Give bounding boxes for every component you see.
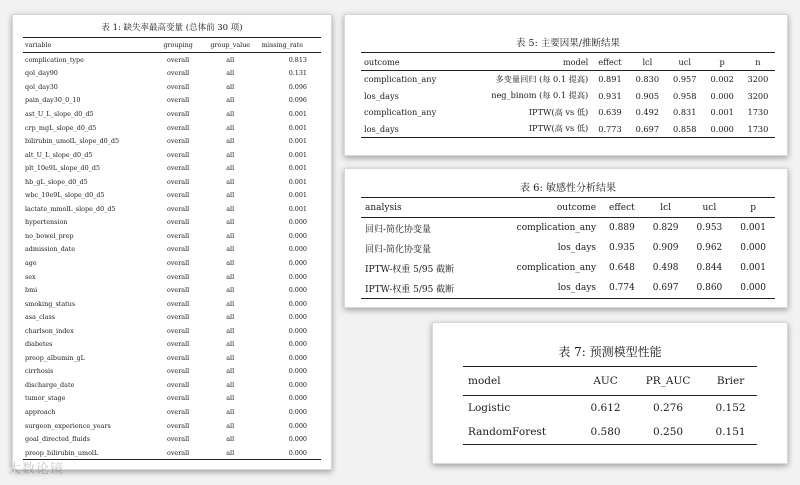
table1-header-row <box>23 38 321 53</box>
table1-row <box>23 134 321 148</box>
table5-row-cell: IPTW(高 vs 低) <box>528 106 589 117</box>
table5-row-cell: 0.957 <box>673 74 697 85</box>
table6-row-cell: IPTW-权重 5/95 截断 <box>361 278 487 299</box>
table5-caption: 表 5: 主要因果/推断结果 <box>516 38 620 49</box>
table7-row-cell: 0.250 <box>632 420 704 445</box>
table1-row-cell: all <box>226 286 235 295</box>
table5-row-cell: 0.891 <box>598 74 622 85</box>
table1-row-cell: 0.000 <box>288 367 307 376</box>
table1-row-cell: all <box>226 407 235 416</box>
table1-row-cell: surgeon_experience_years <box>25 421 111 430</box>
table5-header-effect: effect <box>591 53 628 71</box>
table1-row-cell: 0.001 <box>288 164 307 173</box>
table1-row <box>23 161 321 175</box>
table1-row-cell: all <box>226 82 235 91</box>
table1-row-cell: 0.000 <box>260 446 321 460</box>
table6-row-cell: 0.774 <box>600 278 644 299</box>
table1-row-cell: all <box>226 69 235 78</box>
table1-row-cell: 0.000 <box>288 299 307 308</box>
table1-row <box>23 297 321 311</box>
table7-header-brier: Brier <box>704 367 757 396</box>
table5-body <box>361 71 775 138</box>
table6-row-cell: 回归-简化协变量 <box>365 244 432 255</box>
table1-header-variable: variable <box>23 38 155 53</box>
table5-row-cell: 0.639 <box>598 107 622 118</box>
table1-row <box>23 67 321 81</box>
table1-row-cell: overall <box>166 150 190 159</box>
table1-row-cell: overall <box>166 258 190 267</box>
table1-row-cell: overall <box>166 421 190 430</box>
table1-row-cell: admission_date <box>25 245 76 254</box>
table1-row-cell: all <box>226 313 235 322</box>
table1-row-cell: wbc_10e9L_slope_d0_d5 <box>25 191 105 200</box>
table6-row-cell: 0.498 <box>652 263 679 273</box>
table1-body <box>23 53 321 460</box>
table6-row-cell: complication_any <box>516 223 597 233</box>
table5-header-row <box>361 53 775 71</box>
table1-row-cell: alt_U_L_slope_d0_d5 <box>25 150 93 159</box>
table1-row <box>23 283 321 297</box>
table5-row <box>361 71 775 88</box>
table1-row-cell: 0.000 <box>288 245 307 254</box>
table1-row-cell: 0.000 <box>288 394 307 403</box>
table1-row-cell: 0.000 <box>288 286 307 295</box>
table1-row-cell: all <box>226 326 235 335</box>
table1-row-cell: 0.131 <box>288 69 307 78</box>
table7-row <box>463 396 757 421</box>
table1-row-cell: all <box>226 272 235 281</box>
table5-panel <box>344 14 788 156</box>
table1-row-cell: all <box>226 177 235 186</box>
table5-row-cell: 0.858 <box>666 121 703 138</box>
table6-row-cell: 回归-简化协变量 <box>365 224 432 235</box>
table1-row-cell: overall <box>166 367 190 376</box>
table6-row-cell: 0.844 <box>696 263 723 273</box>
table7-header-row <box>463 367 757 396</box>
table7-row-cell: 0.612 <box>590 402 621 414</box>
table1-row <box>23 216 321 230</box>
table6-body <box>361 218 775 299</box>
table1-header-missing-rate: missing_rate <box>260 38 321 53</box>
table1-row-cell: overall <box>166 123 190 132</box>
table1-row-cell: 0.001 <box>288 109 307 118</box>
table5-header-lcl: lcl <box>629 53 666 71</box>
table1-row-cell: smoking_status <box>25 299 76 308</box>
table7-row-cell: RandomForest <box>463 420 579 445</box>
table6-row-cell: 0.889 <box>609 223 635 233</box>
table1-row-cell: 0.096 <box>288 96 307 105</box>
table7 <box>463 366 757 445</box>
table1-row-cell: 0.001 <box>288 123 307 132</box>
table1-row-cell: 0.001 <box>288 191 307 200</box>
table1-row <box>23 324 321 338</box>
table5-row-cell: 1730 <box>741 121 775 138</box>
table1-row-cell: all <box>226 258 235 267</box>
table5-row <box>361 104 775 121</box>
table6-header-p: p <box>731 198 775 218</box>
table1-row-cell: overall <box>166 407 190 416</box>
table5-row-cell: 0.931 <box>598 90 622 101</box>
table1-row-cell: all <box>226 109 235 118</box>
table5-row-cell: IPTW(高 vs 低) <box>460 121 591 138</box>
table7-header-model: model <box>463 367 579 396</box>
table5-row-cell: los_days <box>361 121 460 138</box>
table1-row <box>23 405 321 419</box>
table1-row <box>23 378 321 392</box>
table7-row-cell: 0.151 <box>704 420 757 445</box>
table5-row-cell: complication_any <box>364 74 437 85</box>
table1-row-cell: overall <box>166 245 190 254</box>
table5-row-cell: 0.697 <box>629 121 666 138</box>
table7-row <box>463 420 757 445</box>
table1-row-cell: overall <box>166 313 190 322</box>
table6-row-cell: 0.909 <box>652 243 679 253</box>
watermark-text: 大数论镜 <box>8 462 65 477</box>
table7-header-pr-auc: PR_AUC <box>632 367 704 396</box>
table6-caption: 表 6: 敏感性分析结果 <box>519 183 617 194</box>
table1-row-cell: 0.000 <box>288 407 307 416</box>
table1-row-cell: sex <box>25 272 36 281</box>
table6-row-cell: 0.860 <box>688 278 732 299</box>
table1-row-cell: overall <box>166 286 190 295</box>
table7-caption: 表 7: 预测模型性能 <box>558 345 662 359</box>
table1-caption: 表 1: 缺失率最高变量 (总体前 30 项) <box>101 23 243 33</box>
table1-row-cell: overall <box>166 177 190 186</box>
table1-row <box>23 148 321 162</box>
table1-row <box>23 175 321 189</box>
table6-row-cell: 0.953 <box>696 223 723 233</box>
table6-row-cell: 0.935 <box>609 243 635 253</box>
table1-row-cell: asa_class <box>25 313 56 322</box>
table1-row <box>23 94 321 108</box>
table6-row-cell: IPTW-权重 5/95 截断 <box>365 264 455 275</box>
table1-row-cell: all <box>226 150 235 159</box>
table1-row-cell: overall <box>166 69 190 78</box>
table6 <box>361 197 775 299</box>
table1-row-cell: overall <box>166 272 190 281</box>
table1-row-cell: qol_day30 <box>25 82 58 91</box>
table1-row-cell: overall <box>155 446 200 460</box>
table1-row-cell: preop_bilirubin_umolL <box>23 446 155 460</box>
table1-row-cell: hypertension <box>25 218 68 227</box>
table1-row-cell: all <box>226 218 235 227</box>
table1-row-cell: all <box>226 380 235 389</box>
table1-row-cell: all <box>226 123 235 132</box>
table1-row-cell: 0.000 <box>288 353 307 362</box>
table1-row <box>23 446 321 460</box>
table1-row-cell: all <box>226 421 235 430</box>
table1-row <box>23 270 321 284</box>
table1-row-cell: 0.001 <box>288 177 307 186</box>
table1-row-cell: overall <box>166 109 190 118</box>
table1-row-cell: charlson_index <box>25 326 74 335</box>
table1-row-cell: 0.001 <box>288 150 307 159</box>
table1-row-cell: 0.000 <box>288 421 307 430</box>
table1-row-cell: 0.000 <box>288 218 307 227</box>
table1-row <box>23 256 321 270</box>
table1-row-cell: all <box>226 204 235 213</box>
table5-row-cell: 0.831 <box>673 107 697 118</box>
table5-row-cell: 0.905 <box>635 90 660 101</box>
table6-row-cell: los_days <box>557 243 597 253</box>
table1-row-cell: no_bowel_prep <box>25 231 74 240</box>
table5-row-cell: 0.492 <box>635 107 660 118</box>
table1-row-cell: preop_albumin_gL <box>25 353 85 362</box>
table1-row-cell: 0.000 <box>288 326 307 335</box>
table1-row-cell: bmi <box>25 286 38 295</box>
table6-row-cell: 0.648 <box>609 263 635 273</box>
table1-row-cell: cirrhosis <box>25 367 54 376</box>
table1-row-cell: all <box>226 55 235 64</box>
table6-row-cell: 0.697 <box>644 278 688 299</box>
table6-row <box>361 258 775 278</box>
table1-row <box>23 202 321 216</box>
table6-header-analysis: analysis <box>361 198 487 218</box>
table6-row-cell: 0.962 <box>696 243 723 253</box>
table7-row-cell: 0.276 <box>653 402 684 414</box>
table1-row <box>23 419 321 433</box>
table1-row-cell: all <box>226 245 235 254</box>
table1-row-cell: qol_day90 <box>25 69 58 78</box>
table1-row-cell: overall <box>166 299 190 308</box>
table1-row-cell: discharge_date <box>25 380 75 389</box>
table1-row-cell: 0.000 <box>288 313 307 322</box>
table1-row-cell: overall <box>166 353 190 362</box>
table7-row-cell: 0.580 <box>579 420 632 445</box>
table1-row <box>23 121 321 135</box>
table6-row-cell: los_days <box>487 278 600 299</box>
table1-row-cell: overall <box>166 191 190 200</box>
table6-panel <box>344 168 788 308</box>
table1-row-cell: all <box>226 435 235 444</box>
table6-header-ucl: ucl <box>688 198 732 218</box>
table1-row <box>23 53 321 67</box>
table1-row-cell: approach <box>25 407 56 416</box>
table5-row-cell: 0.002 <box>710 74 734 85</box>
table6-header-row <box>361 198 775 218</box>
table1-row-cell: overall <box>166 380 190 389</box>
table1-row-cell: all <box>226 367 235 376</box>
table6-header-outcome: outcome <box>487 198 600 218</box>
table1-row-cell: lactate_mmolL_slope_d0_d5 <box>25 204 116 213</box>
table5-row-cell: neg_binom (每 0.1 提高) <box>491 90 589 101</box>
table1-row-cell: overall <box>166 218 190 227</box>
table1-row-cell: overall <box>166 435 190 444</box>
table6-header-lcl: lcl <box>644 198 688 218</box>
table5-row <box>361 121 775 138</box>
table7-row-cell: 0.152 <box>715 402 746 414</box>
table1-row-cell: all <box>226 164 235 173</box>
table1-row-cell: all <box>226 299 235 308</box>
table1-row-cell: diabetes <box>25 340 53 349</box>
table1-row <box>23 80 321 94</box>
table1-row-cell: ast_U_L_slope_d0_d5 <box>25 109 94 118</box>
table1-row-cell: 0.001 <box>288 204 307 213</box>
table6-row <box>361 218 775 239</box>
table7-header-auc: AUC <box>579 367 632 396</box>
table1-row-cell: all <box>226 96 235 105</box>
table1-row-cell: hb_gL_slope_d0_d5 <box>25 177 88 186</box>
table5-row-cell: complication_any <box>364 107 437 118</box>
table1-panel <box>12 14 332 470</box>
table1-row-cell: pain_day30_0_10 <box>25 96 81 105</box>
table1-row-cell: all <box>226 340 235 349</box>
table5-row <box>361 88 775 105</box>
table1-row <box>23 229 321 243</box>
table1-row-cell: 0.813 <box>288 55 307 64</box>
table1-row-cell: 0.001 <box>288 137 307 146</box>
table1-row <box>23 107 321 121</box>
table1-row-cell: 0.000 <box>288 380 307 389</box>
table5-row-cell: 1730 <box>747 107 769 118</box>
table1-row-cell: plt_10e9L_slope_d0_d5 <box>25 164 101 173</box>
table1-row-cell: 0.000 <box>288 340 307 349</box>
table1-row-cell: all <box>201 446 260 460</box>
table1-row-cell: all <box>226 191 235 200</box>
table1 <box>23 37 321 460</box>
table1-row-cell: overall <box>166 204 190 213</box>
table1-row-cell: complication_type <box>25 55 84 64</box>
table1-row-cell: overall <box>166 137 190 146</box>
table1-row-cell: overall <box>166 340 190 349</box>
table5-header-outcome: outcome <box>361 53 460 71</box>
table1-row-cell: all <box>226 231 235 240</box>
table5-row-cell: 3200 <box>747 74 769 85</box>
table1-row-cell: 0.096 <box>288 82 307 91</box>
table5-header-n: n <box>741 53 775 71</box>
table1-row-cell: all <box>226 394 235 403</box>
table1-row-cell: goal_directed_fluids <box>25 435 90 444</box>
table5-header-ucl: ucl <box>666 53 703 71</box>
table1-row-cell: all <box>226 353 235 362</box>
table6-row-cell: 0.001 <box>740 223 766 233</box>
table1-row-cell: overall <box>166 231 190 240</box>
table1-row-cell: overall <box>166 96 190 105</box>
table1-row-cell: overall <box>166 164 190 173</box>
table6-row-cell: complication_any <box>516 263 597 273</box>
table1-header-grouping: grouping <box>155 38 200 53</box>
table6-row-cell: 0.000 <box>731 278 775 299</box>
table5-row-cell: 0.958 <box>673 90 697 101</box>
table6-header-effect: effect <box>600 198 644 218</box>
table1-row-cell: age <box>25 258 37 267</box>
table1-row-cell: all <box>226 137 235 146</box>
table6-row-cell: 0.000 <box>740 243 766 253</box>
table5-header-model: model <box>460 53 591 71</box>
table5-header-p: p <box>703 53 740 71</box>
table1-row <box>23 310 321 324</box>
table1-row <box>23 188 321 202</box>
table5-row-cell: 0.773 <box>591 121 628 138</box>
table1-row-cell: overall <box>166 394 190 403</box>
table5-row-cell: los_days <box>364 90 399 101</box>
table6-row <box>361 238 775 258</box>
table1-row-cell: bilirubin_umolL_slope_d0_d5 <box>25 137 120 146</box>
table6-row <box>361 278 775 299</box>
table5-row-cell: 0.830 <box>635 74 660 85</box>
table5-row-cell: 0.001 <box>710 107 734 118</box>
table1-row <box>23 351 321 365</box>
table5-row-cell: 0.000 <box>703 121 740 138</box>
table5 <box>361 52 775 138</box>
table1-row-cell: overall <box>166 82 190 91</box>
table1-row-cell: overall <box>166 326 190 335</box>
table5-row-cell: 3200 <box>747 90 769 101</box>
table1-row <box>23 432 321 446</box>
table1-row <box>23 337 321 351</box>
table1-row-cell: crp_mgL_slope_d0_d5 <box>25 123 97 132</box>
table7-body <box>463 396 757 445</box>
table1-row-cell: tumor_stage <box>25 394 66 403</box>
table1-row <box>23 243 321 257</box>
table7-row-cell: Logistic <box>468 402 511 414</box>
table1-row <box>23 365 321 379</box>
table1-row-cell: 0.000 <box>288 272 307 281</box>
table5-row-cell: 多变量回归 (每 0.1 提高) <box>495 73 589 84</box>
table7-panel <box>432 322 788 464</box>
table1-row-cell: 0.000 <box>288 258 307 267</box>
table5-row-cell: 0.000 <box>710 90 734 101</box>
table1-header-group-value: group_value <box>201 38 260 53</box>
table1-row-cell: 0.000 <box>288 435 307 444</box>
table1-row <box>23 392 321 406</box>
table1-row-cell: overall <box>166 55 190 64</box>
table6-row-cell: 0.001 <box>740 263 766 273</box>
table1-row-cell: 0.000 <box>288 231 307 240</box>
table6-row-cell: 0.829 <box>652 223 679 233</box>
